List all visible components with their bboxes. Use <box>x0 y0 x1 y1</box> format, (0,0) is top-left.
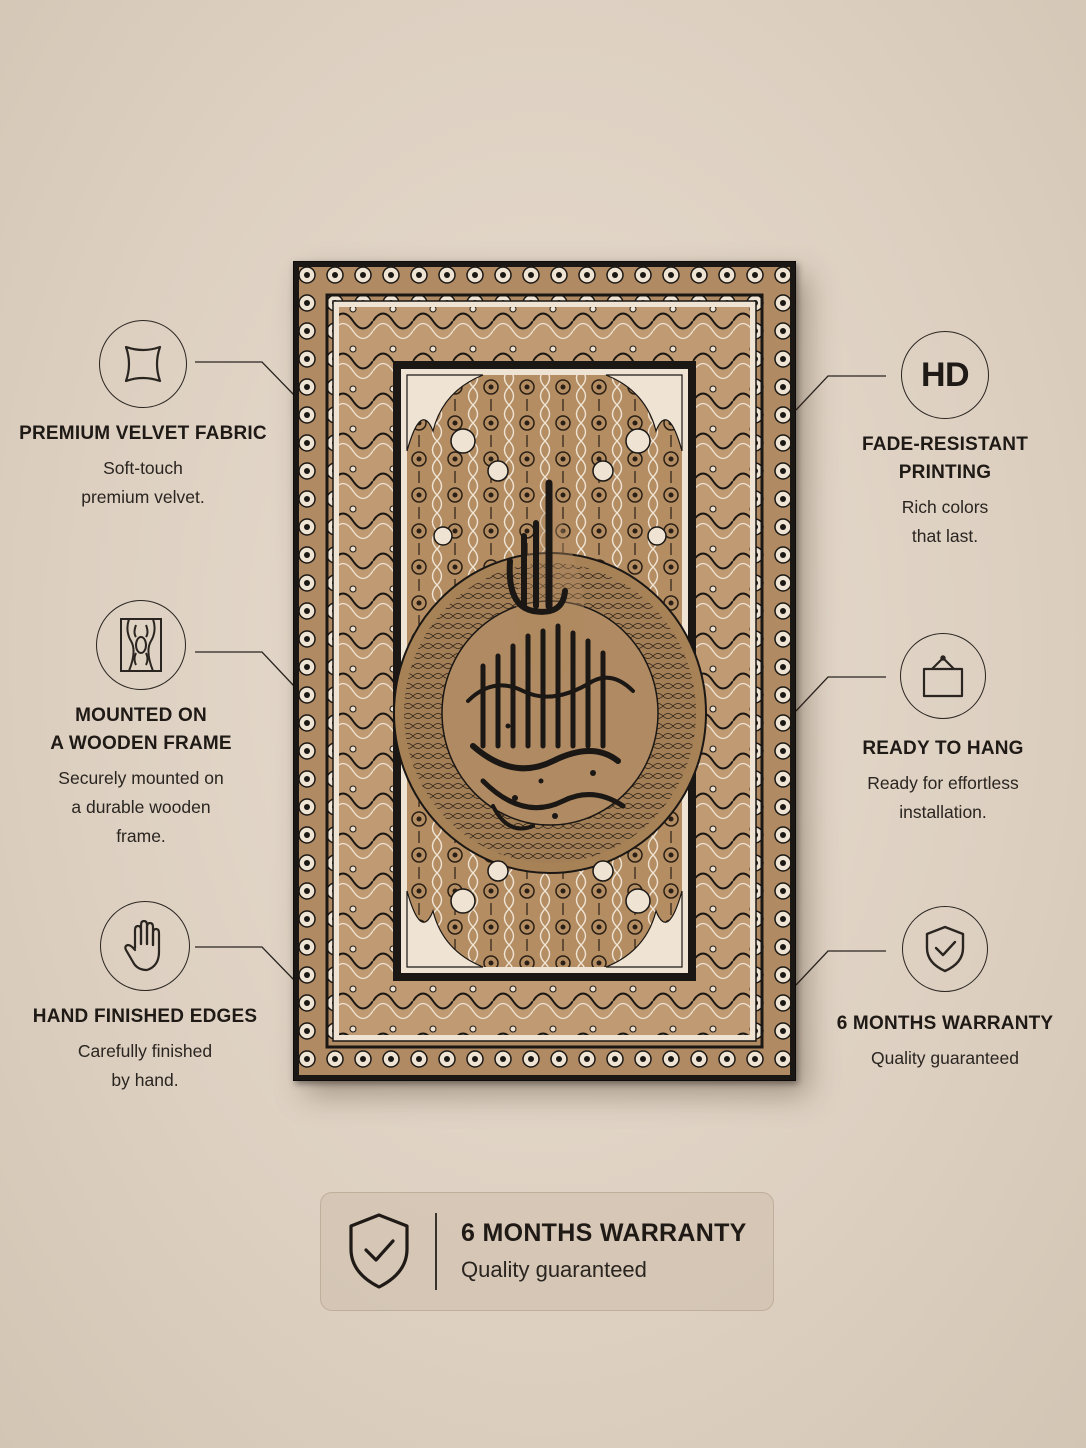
feature-warranty <box>830 906 1060 1073</box>
shield-check-icon <box>345 1211 413 1296</box>
framed-calligraphy-artwork <box>293 261 796 1081</box>
feature-title: FADE-RESISTANT PRINTING <box>861 434 1029 483</box>
warranty-badge <box>320 1192 774 1311</box>
badge-divider <box>435 1213 437 1290</box>
shield-check-icon <box>902 906 988 992</box>
feature-title: READY TO HANG <box>862 738 1024 759</box>
feature-title: 6 MONTHS WARRANTY <box>836 1013 1054 1034</box>
feature-description: Securely mounted on a durable wooden frame. <box>58 768 224 846</box>
feature-title: MOUNTED ON A WOODEN FRAME <box>50 705 232 754</box>
feature-description: Ready for effortless installation. <box>867 773 1019 822</box>
feature-ready-to-hang <box>826 633 1060 827</box>
feature-hand-finished <box>20 901 270 1095</box>
feature-description: Rich colors that last. <box>901 497 989 546</box>
wood-grain-icon <box>96 600 186 690</box>
feature-description: Carefully finished by hand. <box>77 1041 213 1090</box>
calligraphy-art <box>293 261 796 1081</box>
badge-subtitle: Quality guaranteed <box>461 1257 647 1282</box>
hd-icon-label: HD <box>920 355 970 394</box>
feature-title: HAND FINISHED EDGES <box>32 1006 258 1027</box>
hanging-frame-icon <box>900 633 986 719</box>
feature-fade-resistant <box>826 331 1064 551</box>
pillow-icon <box>99 320 187 408</box>
feature-description: Quality guaranteed <box>871 1048 1019 1068</box>
hd-icon <box>901 331 989 419</box>
feature-description: Soft-touch premium velvet. <box>81 458 205 507</box>
feature-velvet-fabric <box>18 320 268 512</box>
badge-title: 6 MONTHS WARRANTY <box>461 1219 747 1247</box>
feature-wooden-frame <box>18 600 264 851</box>
hand-icon <box>100 901 190 991</box>
feature-title: PREMIUM VELVET FABRIC <box>19 423 267 444</box>
